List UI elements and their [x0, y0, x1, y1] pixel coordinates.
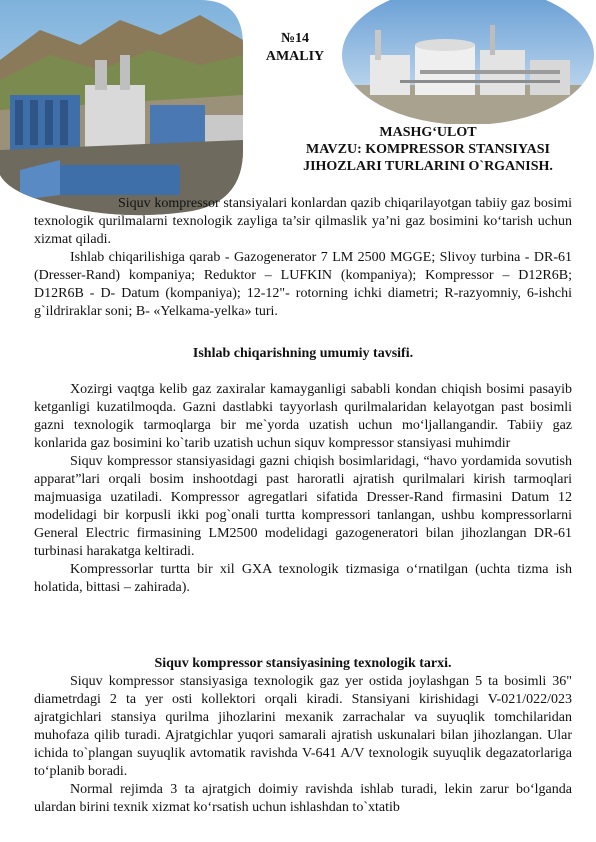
- title-line-3: JIHOZLARI TURLARINI O`RGANISH.: [303, 159, 553, 174]
- practice-number: №14: [280, 31, 310, 46]
- section-2-heading: Siquv kompressor stansiyasining texnologik tarxi.: [154, 656, 452, 671]
- practice-label: AMALIY: [265, 49, 325, 64]
- title-line-2: MAVZU: KOMPRESSOR STANSIYASI: [305, 142, 550, 157]
- section-1-paragraph-3: Kompressorlar turtta bir xil GXA texnologik tizmasiga o‘rnatilgan (uchta tizma ish holatida, bittasi – zahirada).: [34, 562, 572, 595]
- section-2-paragraph-1: Siquv kompressor stansiyasiga texnologik gaz yer ostida joylashgan 5 ta bosimli 36" diametrdagi 2 ta yer osti kollektori orqali kiradi. Stansiyani kirishidagi V-021/022/023 ajratgichlari stansiya qurilma jihozlarini mexanik zarrachalar va suyuqlik tomchilaridan muhofaza qilib turadi. Ajratgichlar yuqori samarali ajratish uskunalari bilan jihozlangan. Ular ichida to`plangan suyuqlik avtomatik ravishda V-641 A/V texnologik suyuqlik degazatorlariga to‘planib boradi.: [34, 674, 572, 779]
- section-1-paragraph-2: Siquv kompressor stansiyasidagi gazni chiqish bosimlaridagi, “havo yordamida sovutish apparat”lari orqali bosim inshootdagi past haroratli ajratish qurilmalari kirish tarmoqlari majmuasiga uzatiladi. Kompressor agregatlari sifatida Dresser-Rand firmasini Datum 12 modelidagi bir korpusli ikki pog`onali turtta kompressori tanlangan, ushbu kompressorlarni General Electric firmasining LM2500 modelidagi gazogeneratori bilan jihozlangan DR-61 turbinasi harakatga keltiradi.: [34, 454, 572, 559]
- compressor-station-photo-left: [0, 0, 243, 218]
- intro-block: [34, 195, 572, 321]
- section-2: [34, 655, 572, 817]
- title-line-1: MASHG‘ULOT: [379, 125, 477, 140]
- section-1-heading: Ishlab chiqarishning umumiy tavsifi.: [192, 346, 414, 361]
- intro-paragraph-2: Ishlab chiqarilishiga qarab - Gazogenerator 7 LM 2500 MGGE; Slivoy turbina - DR-61 (Dresser-Rand) kompaniya; Reduktor – LUFKIN (kompaniya); Kompressor – D12R6B; D12R6B - D- Datum (kompaniya); 12-12"- rotorning ichki diametri; R-razyomniy, 6-ishchi g`ildriraklar soni; B- «Yelkama-yelka» turi.: [34, 250, 572, 319]
- compressor-station-photo-right: [340, 0, 596, 124]
- section-1-paragraph-1: Xozirgi vaqtga kelib gaz zaxiralar kamayganligi sababli kondan chiqish bosimi pasayib ketganligi kuzatilmoqda. Gazni dastlabki tayyorlash qurilmalaridan kelayotgan past bosimli gazni texnologik tarmoqlarga bir me`yorda uzatish uchun mo‘ljallangandir. Tabiiy gaz konlarida gaz bosimini ko`tarib uzatish uchun siquv kompressor stansiyasi muhimdir: [34, 382, 572, 451]
- section-1: [34, 345, 572, 597]
- intro-paragraph-1: Siquv kompressor stansiyalari konlardan qazib chiqarilayotgan tabiiy gaz bosimi texnologik qurilmalarni texnologik zayliga ta’sir qilmaslik ya’ni gaz bosimini ko‘tarish uchun xizmat qiladi.: [34, 196, 572, 247]
- lesson-title: [270, 124, 586, 175]
- section-2-paragraph-2: Normal rejimda 3 ta ajratgich doimiy ravishda ishlab turadi, lekin zarur bo‘lganda ulardan birini texnik xizmat ko‘rsatish uchun ishlashdan to`xtatib: [34, 782, 572, 815]
